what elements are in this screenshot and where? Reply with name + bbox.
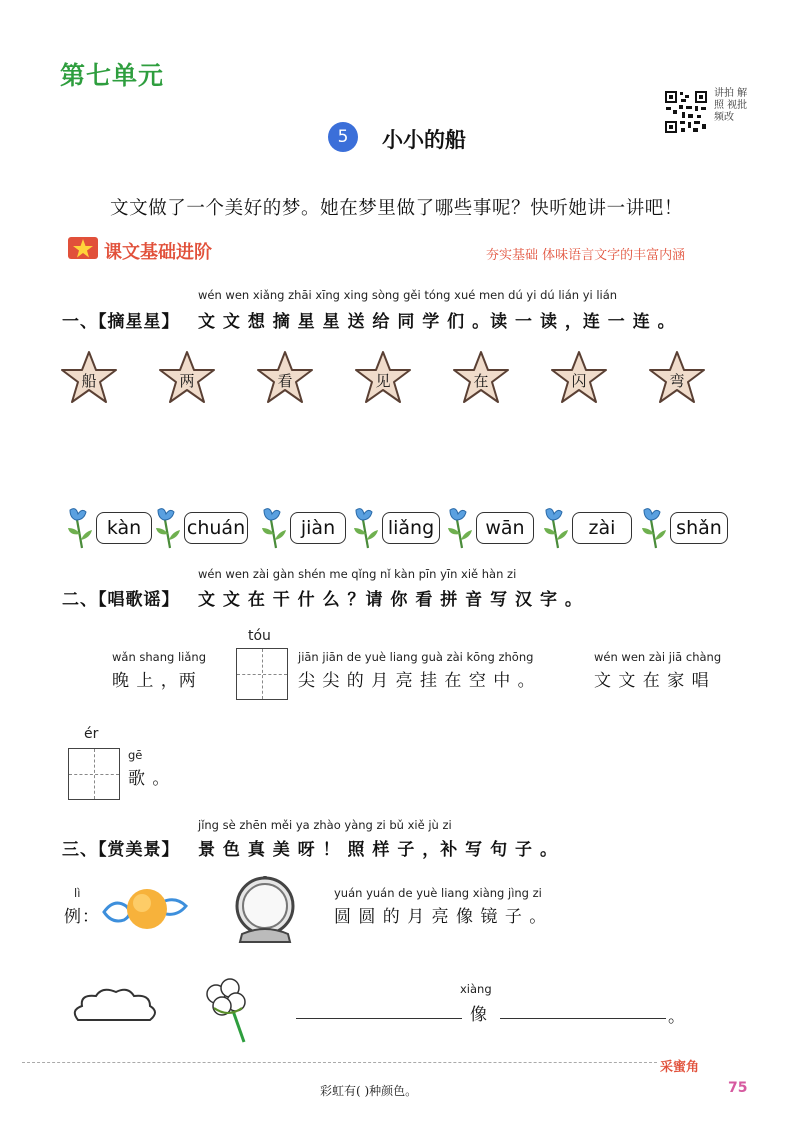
fill-end: 。 bbox=[668, 1007, 686, 1027]
star-character: 弯 bbox=[669, 372, 685, 390]
q1-pinyin: wén wen xiǎng zhāi xīng xing sòng gěi tóng xué men dú yi dú lián yi lián bbox=[198, 288, 618, 302]
writing-box-er[interactable] bbox=[68, 748, 120, 800]
cotton-flower-icon bbox=[200, 974, 250, 1046]
q3-pinyin: jǐng sè zhēn měi ya zhào yàng zi bǔ xiě jù zi bbox=[198, 818, 452, 832]
star-character: 在 bbox=[473, 372, 489, 390]
flower-icon bbox=[352, 506, 380, 550]
moon-cloud-icon bbox=[100, 884, 190, 934]
pinyin-card[interactable]: wān bbox=[476, 512, 534, 544]
box1-pinyin: tóu bbox=[248, 628, 271, 644]
qr-code-icon[interactable] bbox=[664, 90, 708, 134]
fill-char: 像 bbox=[470, 1005, 488, 1025]
intro-text: 文文做了一个美好的梦。她在梦里做了哪些事呢？快听她讲一讲吧！ bbox=[110, 198, 684, 219]
flower-icon bbox=[640, 506, 668, 550]
footer-text: 彩虹有( )种颜色。 bbox=[320, 1084, 418, 1098]
star-character: 两 bbox=[179, 372, 195, 390]
pinyin-card[interactable]: kàn bbox=[96, 512, 152, 544]
pinyin-card[interactable]: jiàn bbox=[290, 512, 346, 544]
star-1[interactable] bbox=[60, 350, 118, 406]
q2-line1-text-c: 文 文 在 家 唱 bbox=[594, 671, 710, 691]
star-2[interactable] bbox=[158, 350, 216, 406]
star-6[interactable] bbox=[550, 350, 608, 406]
star-character: 看 bbox=[277, 372, 293, 390]
flower-icon bbox=[154, 506, 182, 550]
writing-box-tou[interactable] bbox=[236, 648, 288, 700]
box2-pinyin: ér bbox=[84, 726, 99, 742]
q3-label: 三、【赏美景】 bbox=[62, 840, 180, 860]
cloud-icon bbox=[70, 984, 160, 1028]
section-title: 课文基础进阶 bbox=[104, 242, 212, 263]
star-character: 见 bbox=[375, 372, 391, 390]
q2-text: 文 文 在 干 什 么 ？请 你 看 拼 音 写 汉 字 。 bbox=[198, 590, 583, 610]
star-3[interactable] bbox=[256, 350, 314, 406]
q2-line1-pinyin-a: wǎn shang liǎng bbox=[112, 650, 206, 664]
star-section-icon bbox=[68, 235, 98, 261]
q2-pinyin: wén wen zài gàn shén me qǐng nǐ kàn pīn yīn xiě hàn zi bbox=[198, 567, 517, 581]
flower-icon bbox=[66, 506, 94, 550]
pinyin-card[interactable]: chuán bbox=[184, 512, 248, 544]
q3-text: 景 色 真 美 呀 ！ 照 样 子 ，补 写 句 子 。 bbox=[198, 840, 558, 860]
q2-line1-pinyin-c: wén wen zài jiā chàng bbox=[594, 650, 722, 664]
q1-text: 文 文 想 摘 星 星 送 给 同 学 们 。读 一 读 ，连 一 连 。 bbox=[198, 312, 676, 332]
q2-line2-pinyin: gē bbox=[128, 748, 143, 762]
fill-pinyin: xiàng bbox=[460, 982, 492, 996]
q2-line2-text: 歌 。 bbox=[128, 769, 171, 789]
star-character: 闪 bbox=[571, 372, 587, 390]
pinyin-card[interactable]: zài bbox=[572, 512, 632, 544]
footer-divider bbox=[22, 1062, 657, 1063]
star-7[interactable] bbox=[648, 350, 706, 406]
section-note: 夯实基础 体味语言文字的丰富内涵 bbox=[486, 248, 686, 263]
page-number: 75 bbox=[728, 1080, 748, 1096]
q2-label: 二、【唱歌谣】 bbox=[62, 590, 180, 610]
q1-label: 一、【摘星星】 bbox=[62, 312, 180, 332]
pinyin-card[interactable]: liǎng bbox=[382, 512, 440, 544]
lesson-number-badge: 5 bbox=[328, 122, 358, 152]
q2-line1-text-b: 尖 尖 的 月 亮 挂 在 空 中 。 bbox=[298, 671, 536, 691]
flower-icon bbox=[446, 506, 474, 550]
example-sentence: 圆 圆 的 月 亮 像 镜 子 。 bbox=[334, 907, 548, 927]
q2-line1-pinyin-b: jiān jiān de yuè liang guà zài kōng zhōng bbox=[298, 650, 534, 664]
unit-title: 第七单元 bbox=[60, 61, 165, 90]
pinyin-card[interactable]: shǎn bbox=[670, 512, 728, 544]
flower-icon bbox=[260, 506, 288, 550]
lesson-title: 小小的船 bbox=[382, 128, 466, 152]
answer-blank-2[interactable] bbox=[500, 1018, 666, 1019]
example-sentence-pinyin: yuán yuán de yuè liang xiàng jìng zi bbox=[334, 886, 542, 900]
flower-icon bbox=[542, 506, 570, 550]
answer-blank-1[interactable] bbox=[296, 1018, 462, 1019]
star-4[interactable] bbox=[354, 350, 412, 406]
q2-line1-text-a: 晚 上 ，两 bbox=[112, 671, 197, 691]
example-pinyin: lì bbox=[74, 886, 81, 900]
footer-corner-label: 采蜜角 bbox=[660, 1060, 700, 1075]
star-5[interactable] bbox=[452, 350, 510, 406]
star-character: 船 bbox=[81, 372, 97, 390]
example-label: 例： bbox=[64, 907, 100, 927]
qr-caption: 讲拍 解照 视批 频改 bbox=[714, 88, 748, 123]
mirror-icon bbox=[232, 876, 298, 946]
